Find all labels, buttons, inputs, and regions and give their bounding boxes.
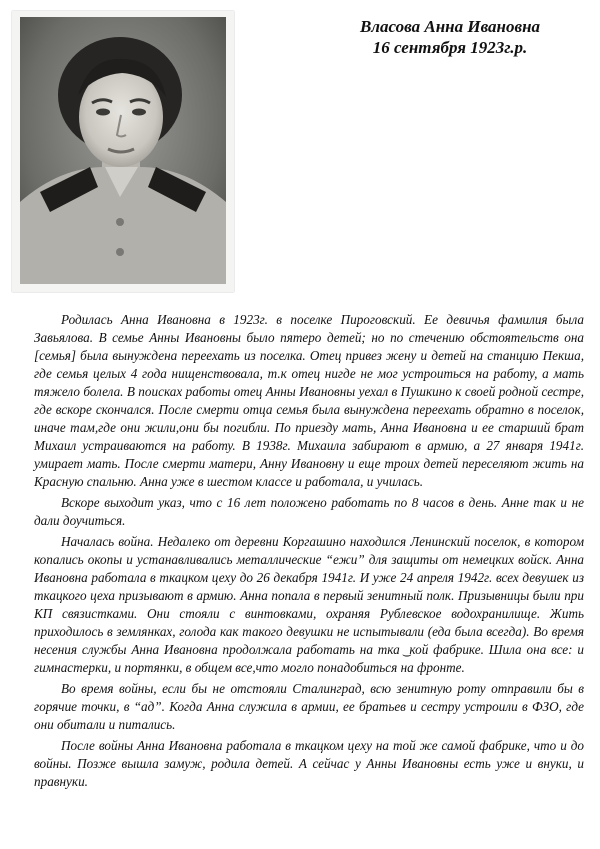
- biography-text: [34, 311, 584, 794]
- paragraph-2: Вскоре выходит указ, что с 16 лет положено работать по 8 часов в день. Анне так и не дали доучиться.: [34, 495, 584, 528]
- header: [330, 16, 570, 58]
- portrait-illustration: [20, 17, 226, 284]
- person-name: Власова Анна Ивановна: [359, 17, 541, 36]
- paragraph-4: Во время войны, если бы не отстояли Сталинград, всю зенитную роту отправили бы в горячие точки, в “ад”. Когда Анна служила в армии, ее братьев и сестру устроили в ФЗО, где они обитали и питались.: [34, 681, 584, 732]
- portrait-image: [20, 17, 226, 284]
- paragraph-5: После войны Анна Ивановна работала в ткацком цеху на той же самой фабрике, что и до войны. Позже вышла замуж, родила детей. А сейчас у Анны Ивановны есть уже и внуки, и правнуки.: [34, 738, 584, 789]
- paragraph-1: Родилась Анна Ивановна в 1923г. в поселке Пироговский. Ее девичья фамилия была Завьялова. В семье Анны Ивановны было пятеро детей; но по стечению обстоятельств она [семья] была вынуждена переехать из поселка. Отец привез жену и детей на станцию Пекша, где семья целых 4 года нищенствовала, т.к отец нигде не мог устроиться на работу, а мать тяжело болела. В поисках работы отец Анны Ивановны уехал в Пушкино к своей родной сестре, где вскоре скончался. После смерти отца семья была вынуждена переехать обратно в поселок, иначе там,где они жили,они бы погибли. По приезду мать, Анна Ивановна и ее старший брат Михаил устраиваются на работу. В 1938г. Михаила забирают в армию, а 27 января 1941г. умирает мать. После смерти матери, Анну Ивановну и еще троих детей переселяют жить на Красную спальню. Анна уже в шестом классе и работала, и училась.: [34, 312, 584, 489]
- paragraph-3: Началась война. Недалеко от деревни Коргашино находился Ленинский поселок, в котором копались окопы и устанавливались металлические “ежи” для защиты от немецких войск. Анна Ивановна работала в ткацком цеху до 26 декабря 1941г. И уже 24 апреля 1942г. всех девушек из ткацкого цеха призывают в армию. Анна попала в первый зенитный полк. Призывницы были при КП связистками. Они стояли с винтовками, охраняя Рублевское водохранилище. Жить приходилось в землянках, голода как такого девушки не испытывали (еда была всегда). Во время несения службы Анна Ивановна продолжала работать на тка ͜ кой фабрике. Шила она все: и гимнастерки, и портянки, в общем все,что могло понадобиться на фронте.: [34, 534, 584, 675]
- birth-date: 16 сентября 1923г.р.: [372, 38, 528, 57]
- portrait-photo: [12, 11, 234, 292]
